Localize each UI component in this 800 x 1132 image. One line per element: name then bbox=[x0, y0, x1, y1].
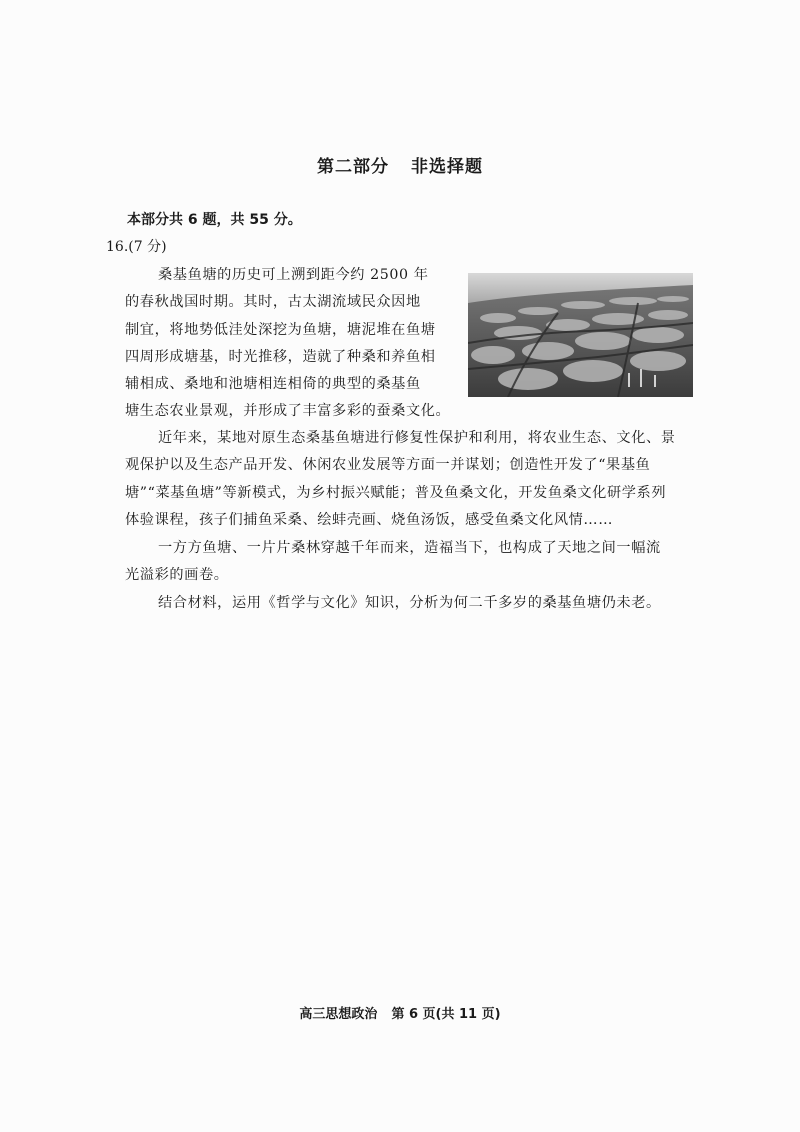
para3-line: 光溢彩的画卷。 bbox=[125, 567, 229, 584]
para2-line: 观保护以及生态产品开发、休闲农业发展等方面一并谋划；创造性开发了“果基鱼 bbox=[125, 457, 651, 474]
para2-line: 近年来，某地对原生态桑基鱼塘进行修复性保护和利用，将农业生态、文化、景 bbox=[158, 430, 676, 446]
para1-line: 塘生态农业景观，并形成了丰富多彩的蚕桑文化。 bbox=[125, 403, 451, 420]
para1-line: 的春秋战国时期。其时，古太湖流域民众因地 bbox=[125, 294, 421, 311]
para1-line: 辅相成、桑地和池塘相连相倚的典型的桑基鱼 bbox=[125, 376, 421, 393]
question-task bbox=[125, 590, 685, 617]
section-intro: 本部分共 6 题，共 55 分。 bbox=[127, 212, 302, 228]
mulberry-fishpond-photo bbox=[468, 273, 693, 397]
footer-subject: 高三思想政治 bbox=[299, 1007, 378, 1022]
task-line: 结合材料，运用《哲学与文化》知识，分析为何二千多岁的桑基鱼塘仍未老。 bbox=[158, 595, 661, 611]
section-title bbox=[0, 152, 800, 177]
question-number: 16.(7 分) bbox=[106, 239, 167, 255]
material-paragraph-3 bbox=[125, 535, 685, 590]
section-name: 非选择题 bbox=[411, 157, 483, 177]
para2-line: 体验课程，孩子们捕鱼采桑、绘蚌壳画、烧鱼汤饭，感受鱼桑文化风情…… bbox=[125, 511, 613, 528]
material-paragraph-1 bbox=[125, 262, 465, 426]
material-paragraph-2 bbox=[125, 425, 685, 534]
para1-line: 四周形成塘基，时光推移，造就了种桑和养鱼相 bbox=[125, 348, 436, 365]
para1-line: 桑基鱼塘的历史可上溯到距今约 2500 年 bbox=[158, 267, 429, 283]
page-footer bbox=[0, 1003, 800, 1022]
section-part: 第二部分 bbox=[317, 157, 389, 177]
para2-line: 塘”“菜基鱼塘”等新模式，为乡村振兴赋能；普及鱼桑文化，开发鱼桑文化研学系列 bbox=[125, 484, 667, 501]
footer-page: 第 6 页(共 11 页) bbox=[391, 1007, 501, 1022]
para3-line: 一方方鱼塘、一片片桑林穿越千年而来，造福当下，也构成了天地之间一幅流 bbox=[158, 540, 661, 556]
para1-line: 制宜，将地势低洼处深挖为鱼塘，塘泥堆在鱼塘 bbox=[125, 321, 436, 338]
